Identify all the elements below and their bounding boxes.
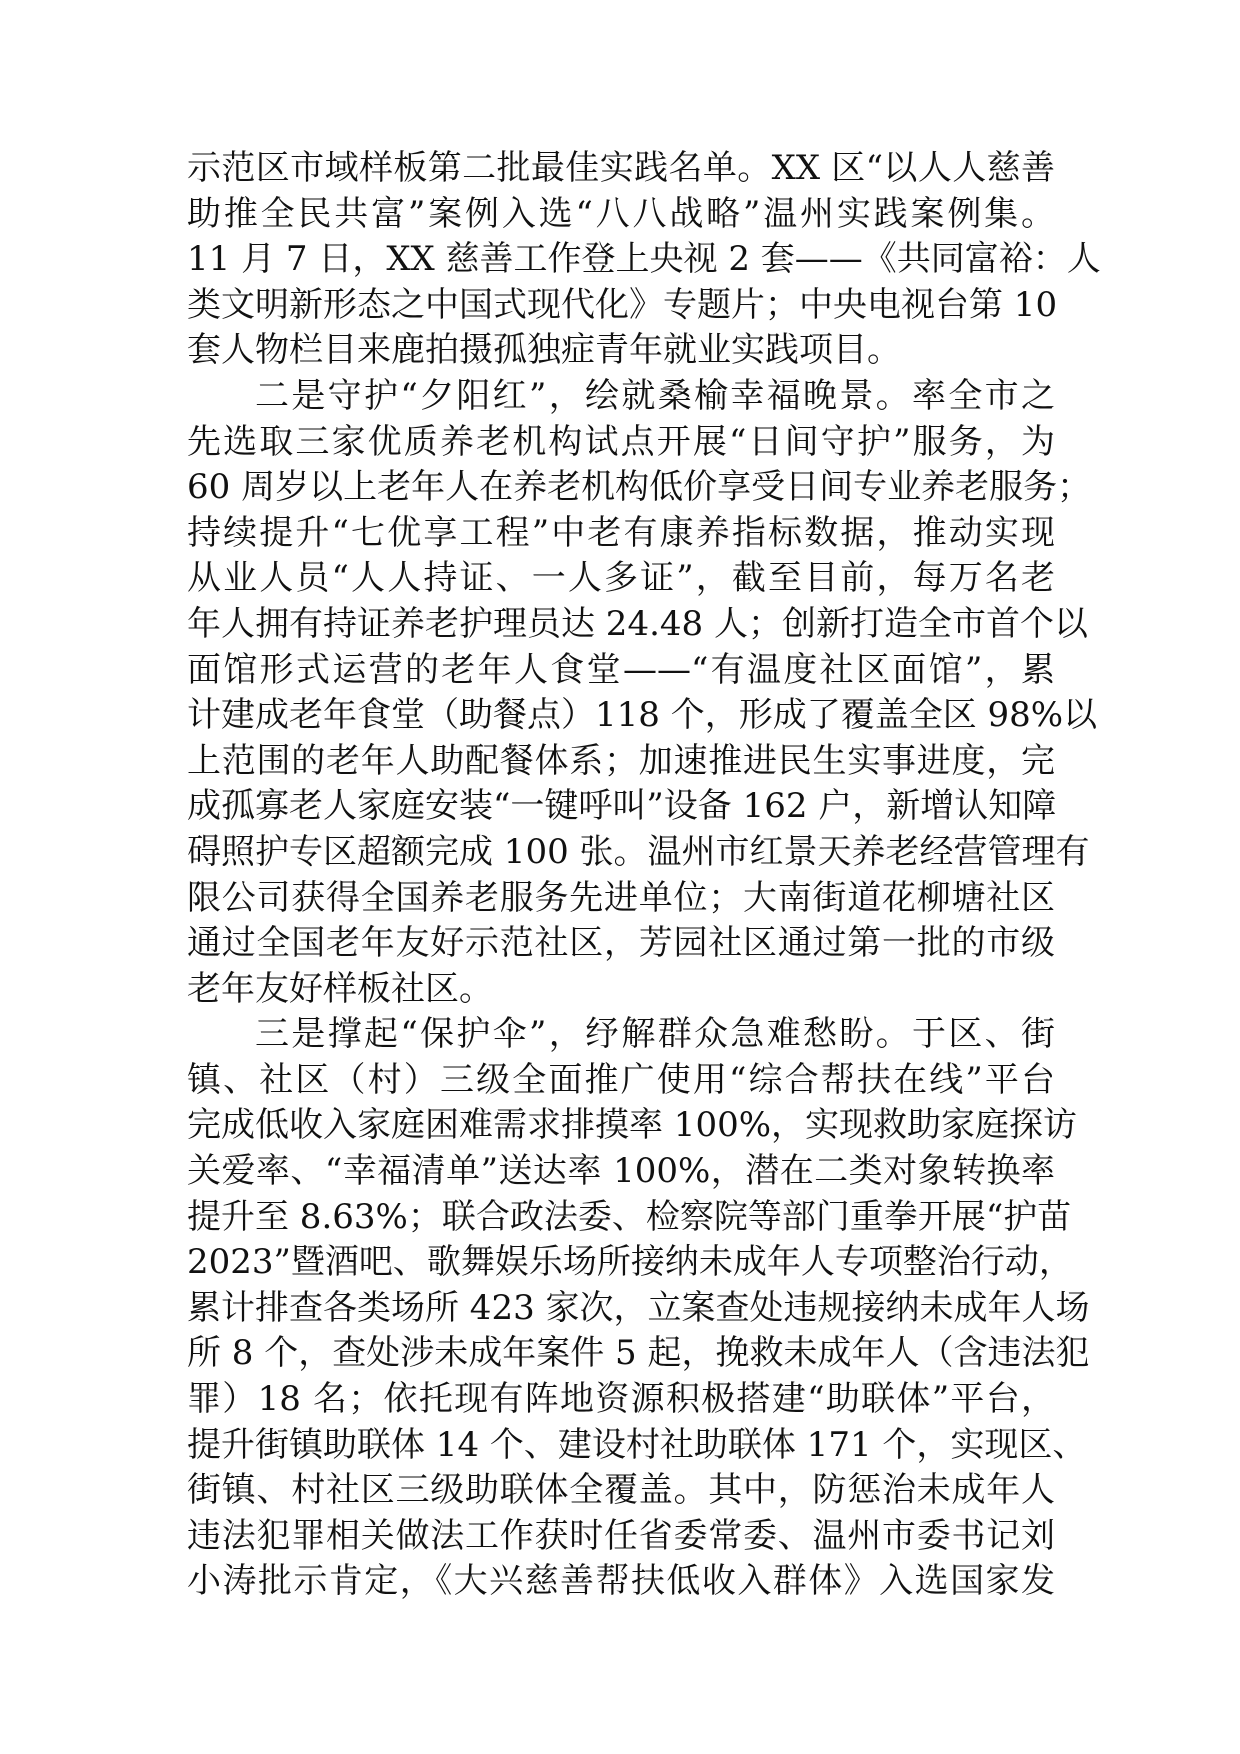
text-line: 上范围的老年人助配餐体系；加速推进民生实事进度，完 (187, 740, 1055, 781)
text-line: 镇、社区（村）三级全面推广使用“综合帮扶在线”平台 (187, 1059, 1055, 1100)
text-line: 先选取三家优质养老机构试点开展“日间守护”服务，为 (187, 421, 1055, 462)
text-line: 小涛批示肯定，《大兴慈善帮扶低收入群体》入选国家发 (187, 1561, 1055, 1602)
text-line: 街镇、村社区三级助联体全覆盖。其中，防惩治未成年人 (187, 1470, 1055, 1511)
text-line: 持续提升“七优享工程”中老有康养指标数据，推动实现 (187, 512, 1055, 553)
paragraph-first-line: 三是撑起“保护伞”，纾解群众急难愁盼。于区、街 (255, 1014, 1055, 1055)
text-line: 罪）18 名；依托现有阵地资源积极搭建“助联体”平台， (187, 1379, 1055, 1420)
text-line: 所 8 个，查处涉未成年案件 5 起，挽救未成年人（含违法犯 (187, 1333, 1090, 1374)
text-line: 成孤寡老人家庭安装“一键呼叫”设备 162 户，新增认知障 (187, 786, 1057, 827)
text-line: 限公司获得全国养老服务先进单位；大南街道花柳塘社区 (187, 877, 1055, 918)
text-line: 从业人员“人人持证、一人多证”，截至目前，每万名老 (187, 558, 1055, 599)
text-line: 计建成老年食堂（助餐点）118 个，形成了覆盖全区 98%以 (187, 695, 1098, 736)
text-line: 关爱率、“幸福清单”送达率 100%，潜在二类对象转换率 (187, 1151, 1055, 1192)
text-line: 60 周岁以上老年人在养老机构低价享受日间专业养老服务； (187, 467, 1092, 508)
body-text (187, 146, 1101, 1605)
text-line: 面馆形式运营的老年人食堂——“有温度社区面馆”，累 (187, 649, 1055, 690)
text-line: 累计排查各类场所 423 家次，立案查处违规接纳未成年人场 (187, 1287, 1090, 1328)
text-line: 提升街镇助联体 14 个、建设村社助联体 171 个，实现区、 (187, 1424, 1087, 1465)
text-line: 完成低收入家庭困难需求排摸率 100%，实现救助家庭探访 (187, 1105, 1078, 1146)
text-line: 提升至 8.63%；联合政法委、检察院等部门重拳开展“护苗 (187, 1196, 1072, 1237)
text-line: 11 月 7 日，XX 慈善工作登上央视 2 套——《共同富裕：人 (187, 239, 1101, 280)
paragraph-first-line: 二是守护“夕阳红”，绘就桑榆幸福晚景。率全市之 (255, 375, 1055, 416)
text-line: 助推全民共富”案例入选“八八战略”温州实践案例集。 (187, 193, 1055, 234)
text-line: 年人拥有持证养老护理员达 24.48 人；创新打造全市首个以 (187, 603, 1088, 644)
paragraph-last-line: 套人物栏目来鹿拍摄孤独症青年就业实践项目。 (187, 330, 901, 371)
text-line: 通过全国老年友好示范社区，芳园社区通过第一批的市级 (187, 923, 1055, 964)
paragraph-last-line: 老年友好样板社区。 (187, 968, 493, 1009)
text-line: 示范区市域样板第二批最佳实践名单。XX 区“以人人慈善 (187, 148, 1055, 188)
text-line: 违法犯罪相关做法工作获时任省委常委、温州市委书记刘 (187, 1515, 1055, 1556)
text-line: 碍照护专区超额完成 100 张。温州市红景天养老经营管理有 (187, 831, 1090, 872)
text-line: 2023”暨酒吧、歌舞娱乐场所接纳未成年人专项整治行动， (187, 1242, 1073, 1283)
text-line: 类文明新形态之中国式现代化》专题片；中央电视台第 10 (187, 284, 1058, 325)
